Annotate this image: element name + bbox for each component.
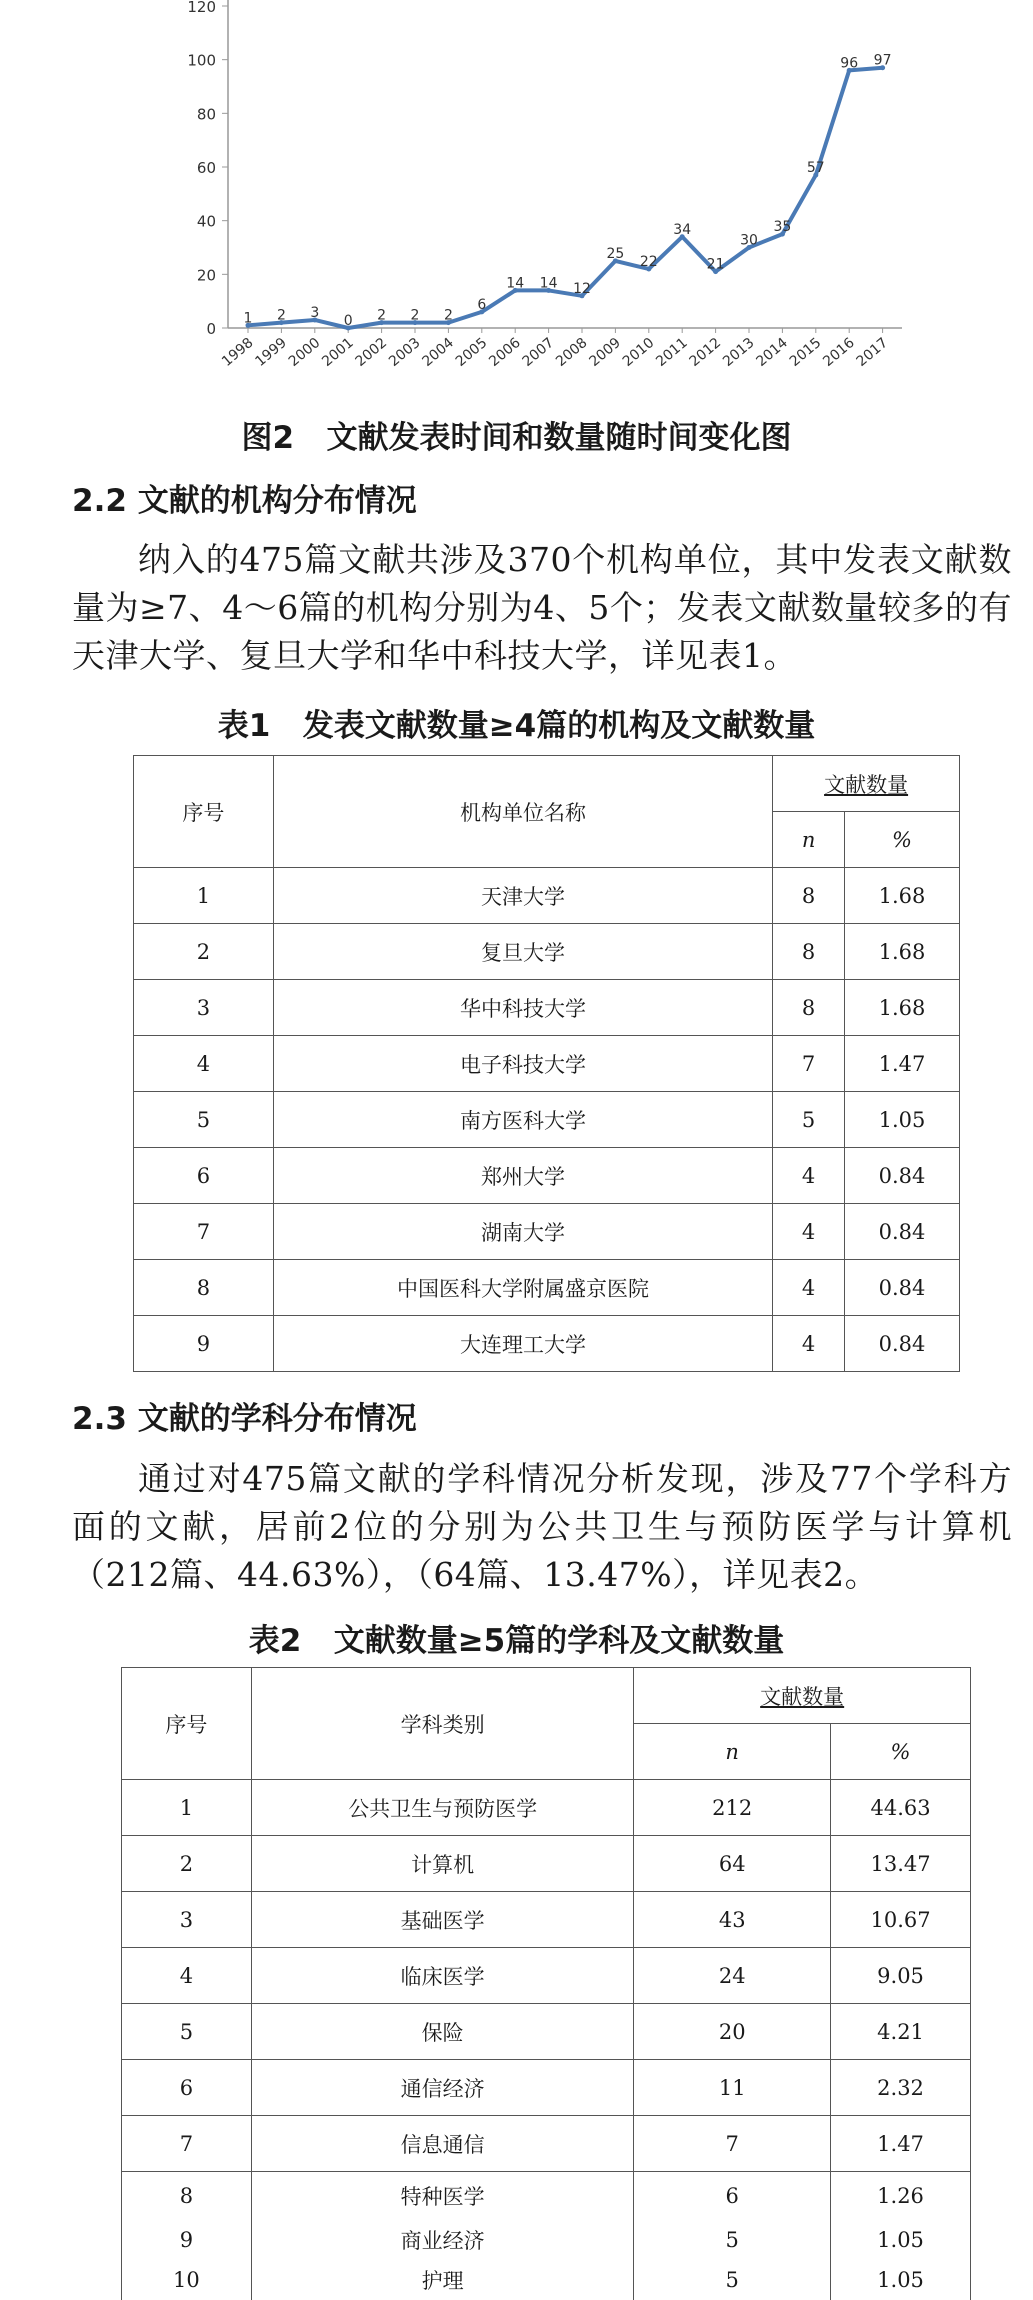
cell-no: 2 <box>122 1836 252 1892</box>
x-tick-label: 2004 <box>419 334 457 370</box>
table2-caption: 表2 文献数量≥5篇的学科及文献数量 <box>248 1623 785 1659</box>
x-tick-label: 1999 <box>252 334 290 370</box>
header-group: 文献数量 <box>773 756 960 812</box>
y-tick-label: 40 <box>196 212 216 231</box>
cell-name: 大连理工大学 <box>273 1316 772 1372</box>
header-no: 序号 <box>134 756 274 868</box>
data-label: 6 <box>477 296 487 313</box>
cell-name: 中国医科大学附属盛京医院 <box>273 1260 772 1316</box>
table-1 <box>133 755 960 1372</box>
table-row <box>134 868 960 924</box>
data-label: 25 <box>606 245 625 262</box>
header-no: 序号 <box>122 1668 252 1780</box>
data-label: 3 <box>310 304 320 321</box>
data-label: 21 <box>706 256 725 273</box>
cell-name: 天津大学 <box>273 868 772 924</box>
data-label: 2 <box>410 307 420 324</box>
cell-pct: 4.21 <box>831 2004 971 2060</box>
cell-n: 7 <box>773 1036 845 1092</box>
cell-name: 临床医学 <box>251 1948 633 2004</box>
cell-pct: 1.68 <box>845 868 960 924</box>
y-tick-label: 120 <box>187 0 216 16</box>
x-tick-label: 2016 <box>820 334 858 370</box>
data-label: 2 <box>443 307 453 324</box>
data-label: 97 <box>873 52 892 69</box>
table-row <box>134 1204 960 1260</box>
cell-n: 4 <box>773 1260 845 1316</box>
cell-n: 64 <box>634 1836 831 1892</box>
header-n: n <box>634 1724 831 1780</box>
cell-no: 3 <box>134 980 274 1036</box>
cell-pct: 1.47 <box>831 2116 971 2172</box>
cell-name: 护理 <box>251 2260 633 2300</box>
cell-n: 212 <box>634 1780 831 1836</box>
y-tick-label: 100 <box>187 51 216 70</box>
cell-no: 4 <box>122 1948 252 2004</box>
data-label: 12 <box>573 280 591 297</box>
cell-n: 4 <box>773 1316 845 1372</box>
table-row <box>134 1036 960 1092</box>
cell-pct: 0.84 <box>845 1204 960 1260</box>
table-row <box>134 1260 960 1316</box>
cell-name: 基础医学 <box>251 1892 633 1948</box>
cell-no: 1 <box>122 1780 252 1836</box>
data-label: 35 <box>773 219 792 236</box>
table-row <box>134 924 960 980</box>
cell-n: 6 <box>634 2172 831 2220</box>
cell-n: 8 <box>773 980 845 1036</box>
table-row <box>122 1948 971 2004</box>
x-tick-label: 2010 <box>619 334 658 370</box>
cell-no: 2 <box>134 924 274 980</box>
cell-no: 7 <box>122 2116 252 2172</box>
header-name: 学科类别 <box>251 1668 633 1780</box>
x-tick-label: 2006 <box>486 334 524 370</box>
x-tick-label: 2015 <box>786 334 825 370</box>
cell-n: 4 <box>773 1204 845 1260</box>
cell-no: 6 <box>122 2060 252 2116</box>
table-row <box>134 980 960 1036</box>
cell-no: 8 <box>122 2172 252 2220</box>
x-tick-label: 2003 <box>385 334 424 370</box>
table-row <box>122 1892 971 1948</box>
cell-name: 复旦大学 <box>273 924 772 980</box>
cell-no: 5 <box>122 2004 252 2060</box>
y-tick-label: 60 <box>196 159 216 177</box>
cell-pct: 1.26 <box>831 2172 971 2220</box>
cell-pct: 1.05 <box>831 2220 971 2260</box>
cell-no: 9 <box>134 1316 274 1372</box>
cell-name: 计算机 <box>251 1836 633 1892</box>
table-row <box>134 1092 960 1148</box>
paragraph-text: 纳入的475篇文献共涉及370个机构单位，其中发表文献数量为≥7、4～6篇的机构分别为4、5个；发表文献数量较多的有天津大学、复旦大学和华中科技大学，详见表1。 <box>72 540 1012 675</box>
table-row <box>122 2116 971 2172</box>
cell-no: 5 <box>134 1092 274 1148</box>
cell-pct: 9.05 <box>831 1948 971 2004</box>
header-group: 文献数量 <box>634 1668 971 1724</box>
series-line <box>248 68 883 328</box>
cell-name: 信息通信 <box>251 2116 633 2172</box>
table1-caption: 表1 发表文献数量≥4篇的机构及文献数量 <box>217 708 816 744</box>
cell-n: 5 <box>634 2260 831 2300</box>
paragraph-2-3 <box>72 1455 1012 1599</box>
cell-pct: 0.84 <box>845 1260 960 1316</box>
y-tick-label: 20 <box>196 266 216 285</box>
x-tick-label: 2005 <box>452 334 491 370</box>
paragraph-text: 通过对475篇文献的学科情况分析发现，涉及77个学科方面的文献，居前2位的分别为公共卫生与预防医学与计算机（212篇、44.63%），（64篇、13.47%），详见表2。 <box>72 1459 1012 1594</box>
cell-n: 4 <box>773 1148 845 1204</box>
table-row <box>122 2004 971 2060</box>
x-tick-label: 2001 <box>319 334 357 370</box>
cell-pct: 10.67 <box>831 1892 971 1948</box>
data-label: 30 <box>740 232 758 249</box>
cell-pct: 1.68 <box>845 980 960 1036</box>
section-heading-2-3: 2.3 文献的学科分布情况 <box>72 1401 417 1437</box>
data-label: 1 <box>243 310 253 327</box>
cell-n: 5 <box>634 2220 831 2260</box>
section-heading-2-2: 2.2 文献的机构分布情况 <box>72 483 417 519</box>
cell-no: 3 <box>122 1892 252 1948</box>
cell-name: 通信经济 <box>251 2060 633 2116</box>
cell-n: 43 <box>634 1892 831 1948</box>
figure-caption: 图2 文献发表时间和数量随时间变化图 <box>241 420 792 456</box>
x-tick-label: 2009 <box>586 334 624 370</box>
y-tick-label: 80 <box>196 105 216 124</box>
table-row <box>122 2060 971 2116</box>
table-row <box>134 1148 960 1204</box>
table-row <box>122 2220 971 2260</box>
data-label: 14 <box>506 275 525 292</box>
cell-no: 10 <box>122 2260 252 2300</box>
cell-name: 特种医学 <box>251 2172 633 2220</box>
header-pct: % <box>831 1724 971 1780</box>
cell-name: 湖南大学 <box>273 1204 772 1260</box>
y-tick-label: 0 <box>206 320 216 338</box>
header-pct: % <box>845 812 960 868</box>
cell-n: 8 <box>773 924 845 980</box>
data-label: 2 <box>276 307 286 324</box>
cell-pct: 1.05 <box>845 1092 960 1148</box>
cell-n: 11 <box>634 2060 831 2116</box>
x-tick-label: 2014 <box>753 334 791 370</box>
table-row <box>122 1780 971 1836</box>
cell-n: 8 <box>773 868 845 924</box>
cell-pct: 13.47 <box>831 1836 971 1892</box>
table-row <box>122 2260 971 2300</box>
data-label: 14 <box>539 275 558 292</box>
cell-pct: 44.63 <box>831 1780 971 1836</box>
header-name: 机构单位名称 <box>273 756 772 868</box>
cell-no: 1 <box>134 868 274 924</box>
cell-n: 5 <box>773 1092 845 1148</box>
x-tick-label: 2008 <box>552 334 591 370</box>
x-tick-label: 2012 <box>686 334 725 370</box>
data-label: 22 <box>639 253 658 270</box>
x-tick-label: 2002 <box>352 334 391 370</box>
table-row <box>122 1836 971 1892</box>
x-tick-label: 2007 <box>519 334 558 370</box>
cell-name: 华中科技大学 <box>273 980 772 1036</box>
line-chart <box>0 0 1033 400</box>
cell-pct: 0.84 <box>845 1148 960 1204</box>
cell-name: 保险 <box>251 2004 633 2060</box>
cell-no: 9 <box>122 2220 252 2260</box>
x-tick-label: 2017 <box>853 334 892 370</box>
cell-pct: 1.68 <box>845 924 960 980</box>
cell-no: 8 <box>134 1260 274 1316</box>
x-tick-label: 1998 <box>218 334 257 370</box>
cell-pct: 0.84 <box>845 1316 960 1372</box>
cell-pct: 2.32 <box>831 2060 971 2116</box>
cell-name: 南方医科大学 <box>273 1092 772 1148</box>
data-label: 96 <box>840 55 859 72</box>
cell-name: 郑州大学 <box>273 1148 772 1204</box>
cell-n: 20 <box>634 2004 831 2060</box>
table-row <box>134 1316 960 1372</box>
cell-name: 商业经济 <box>251 2220 633 2260</box>
cell-name: 电子科技大学 <box>273 1036 772 1092</box>
cell-no: 4 <box>134 1036 274 1092</box>
cell-no: 7 <box>134 1204 274 1260</box>
paragraph-2-2 <box>72 536 1012 680</box>
cell-name: 公共卫生与预防医学 <box>251 1780 633 1836</box>
cell-n: 24 <box>634 1948 831 2004</box>
cell-n: 7 <box>634 2116 831 2172</box>
cell-pct: 1.47 <box>845 1036 960 1092</box>
header-n: n <box>773 812 845 868</box>
table-row <box>122 2172 971 2220</box>
cell-no: 6 <box>134 1148 274 1204</box>
table-2 <box>121 1667 971 2300</box>
x-tick-label: 2011 <box>653 334 691 370</box>
data-label: 2 <box>377 307 387 324</box>
x-tick-label: 2013 <box>719 334 758 370</box>
cell-pct: 1.05 <box>831 2260 971 2300</box>
data-label: 57 <box>806 160 825 177</box>
x-tick-label: 2000 <box>285 334 324 370</box>
data-label: 34 <box>673 221 692 238</box>
data-label: 0 <box>343 313 353 329</box>
